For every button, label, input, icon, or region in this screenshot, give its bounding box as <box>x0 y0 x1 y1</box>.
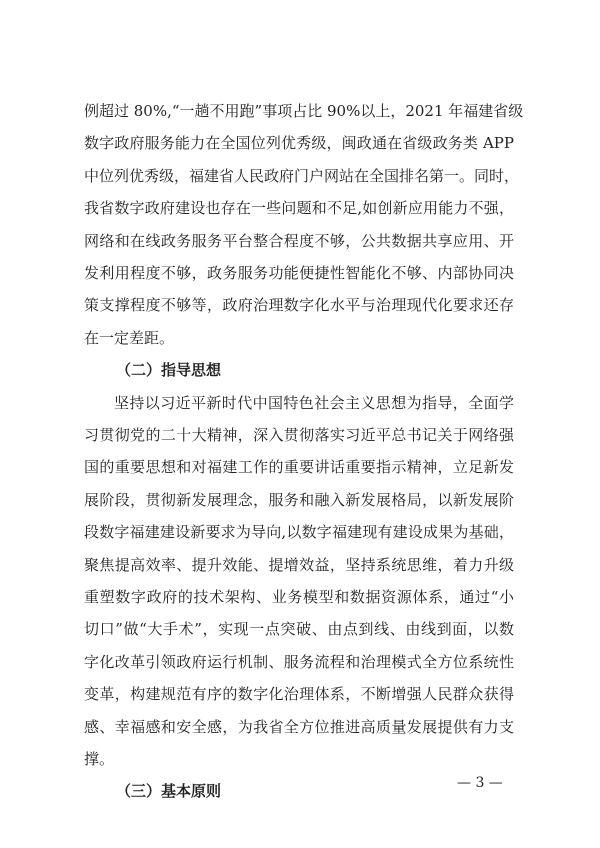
paragraph-1-line-5: 网络和在线政务服务平台整合程度不够，公共数据共享应用、开 <box>84 231 514 250</box>
section-2-line-2: 习贯彻党的二十大精神，深入贯彻落实习近平总书记关于网络强 <box>84 426 514 444</box>
section-2-line-3: 国的重要思想和对福建工作的重要讲话重要指示精神，立足新发 <box>84 458 514 477</box>
page-number: — 3 — <box>457 775 503 791</box>
paragraph-1-line-6: 发利用程度不够，政务服务功能便捷性智能化不够、内部协同决 <box>84 264 514 282</box>
section-2-line-7: 重塑数字政府的技术架构、业务模型和数据资源体系，通过“小 <box>84 588 514 606</box>
section-2-line-9: 字化改革引领政府运行机制、服务流程和治理模式全方位系统性 <box>84 652 514 671</box>
paragraph-1-line-8: 在一定差距。 <box>84 328 175 347</box>
section-3-heading: （三）基本原则 <box>116 782 222 801</box>
paragraph-1-line-2: 数字政府服务能力在全国位列优秀级，闽政通在省级政务类 APP <box>84 134 514 153</box>
section-2-line-10: 变革，构建规范有序的数字化治理体系，不断增强人民群众获得 <box>84 685 514 704</box>
paragraph-1-line-1: 例超过 80%,“一趟不用跑”事项占比 90%以上，2021 年福建省级 <box>84 102 524 120</box>
section-2-line-5: 段数字福建建设新要求为导向,以数字福建现有建设成果为基础， <box>84 523 514 542</box>
section-2-line-8: 切口”做“大手术”，实现一点突破、由点到线、由线到面，以数 <box>84 620 514 639</box>
section-2-line-6: 聚焦提高效率、提升效能、提增效益，坚持系统思维，着力升级 <box>84 555 514 574</box>
paragraph-1-line-4: 我省数字政府建设也存在一些问题和不足,如创新应用能力不强， <box>84 199 514 218</box>
section-2-line-4: 展阶段，贯彻新发展理念，服务和融入新发展格局，以新发展阶 <box>84 490 514 509</box>
paragraph-1-line-7: 策支撑程度不够等，政府治理数字化水平与治理现代化要求还存 <box>84 296 514 315</box>
paragraph-1-line-3: 中位列优秀级，福建省人民政府门户网站在全国排名第一。同时， <box>84 166 520 185</box>
section-2-line-11: 感、幸福感和安全感，为我省全方位推进高质量发展提供有力支 <box>84 717 514 736</box>
section-2-heading: （二）指导思想 <box>116 361 222 380</box>
section-2-line-1: 坚持以习近平新时代中国特色社会主义思想为指导，全面学 <box>114 393 514 412</box>
section-2-line-12: 撑。 <box>84 750 115 768</box>
